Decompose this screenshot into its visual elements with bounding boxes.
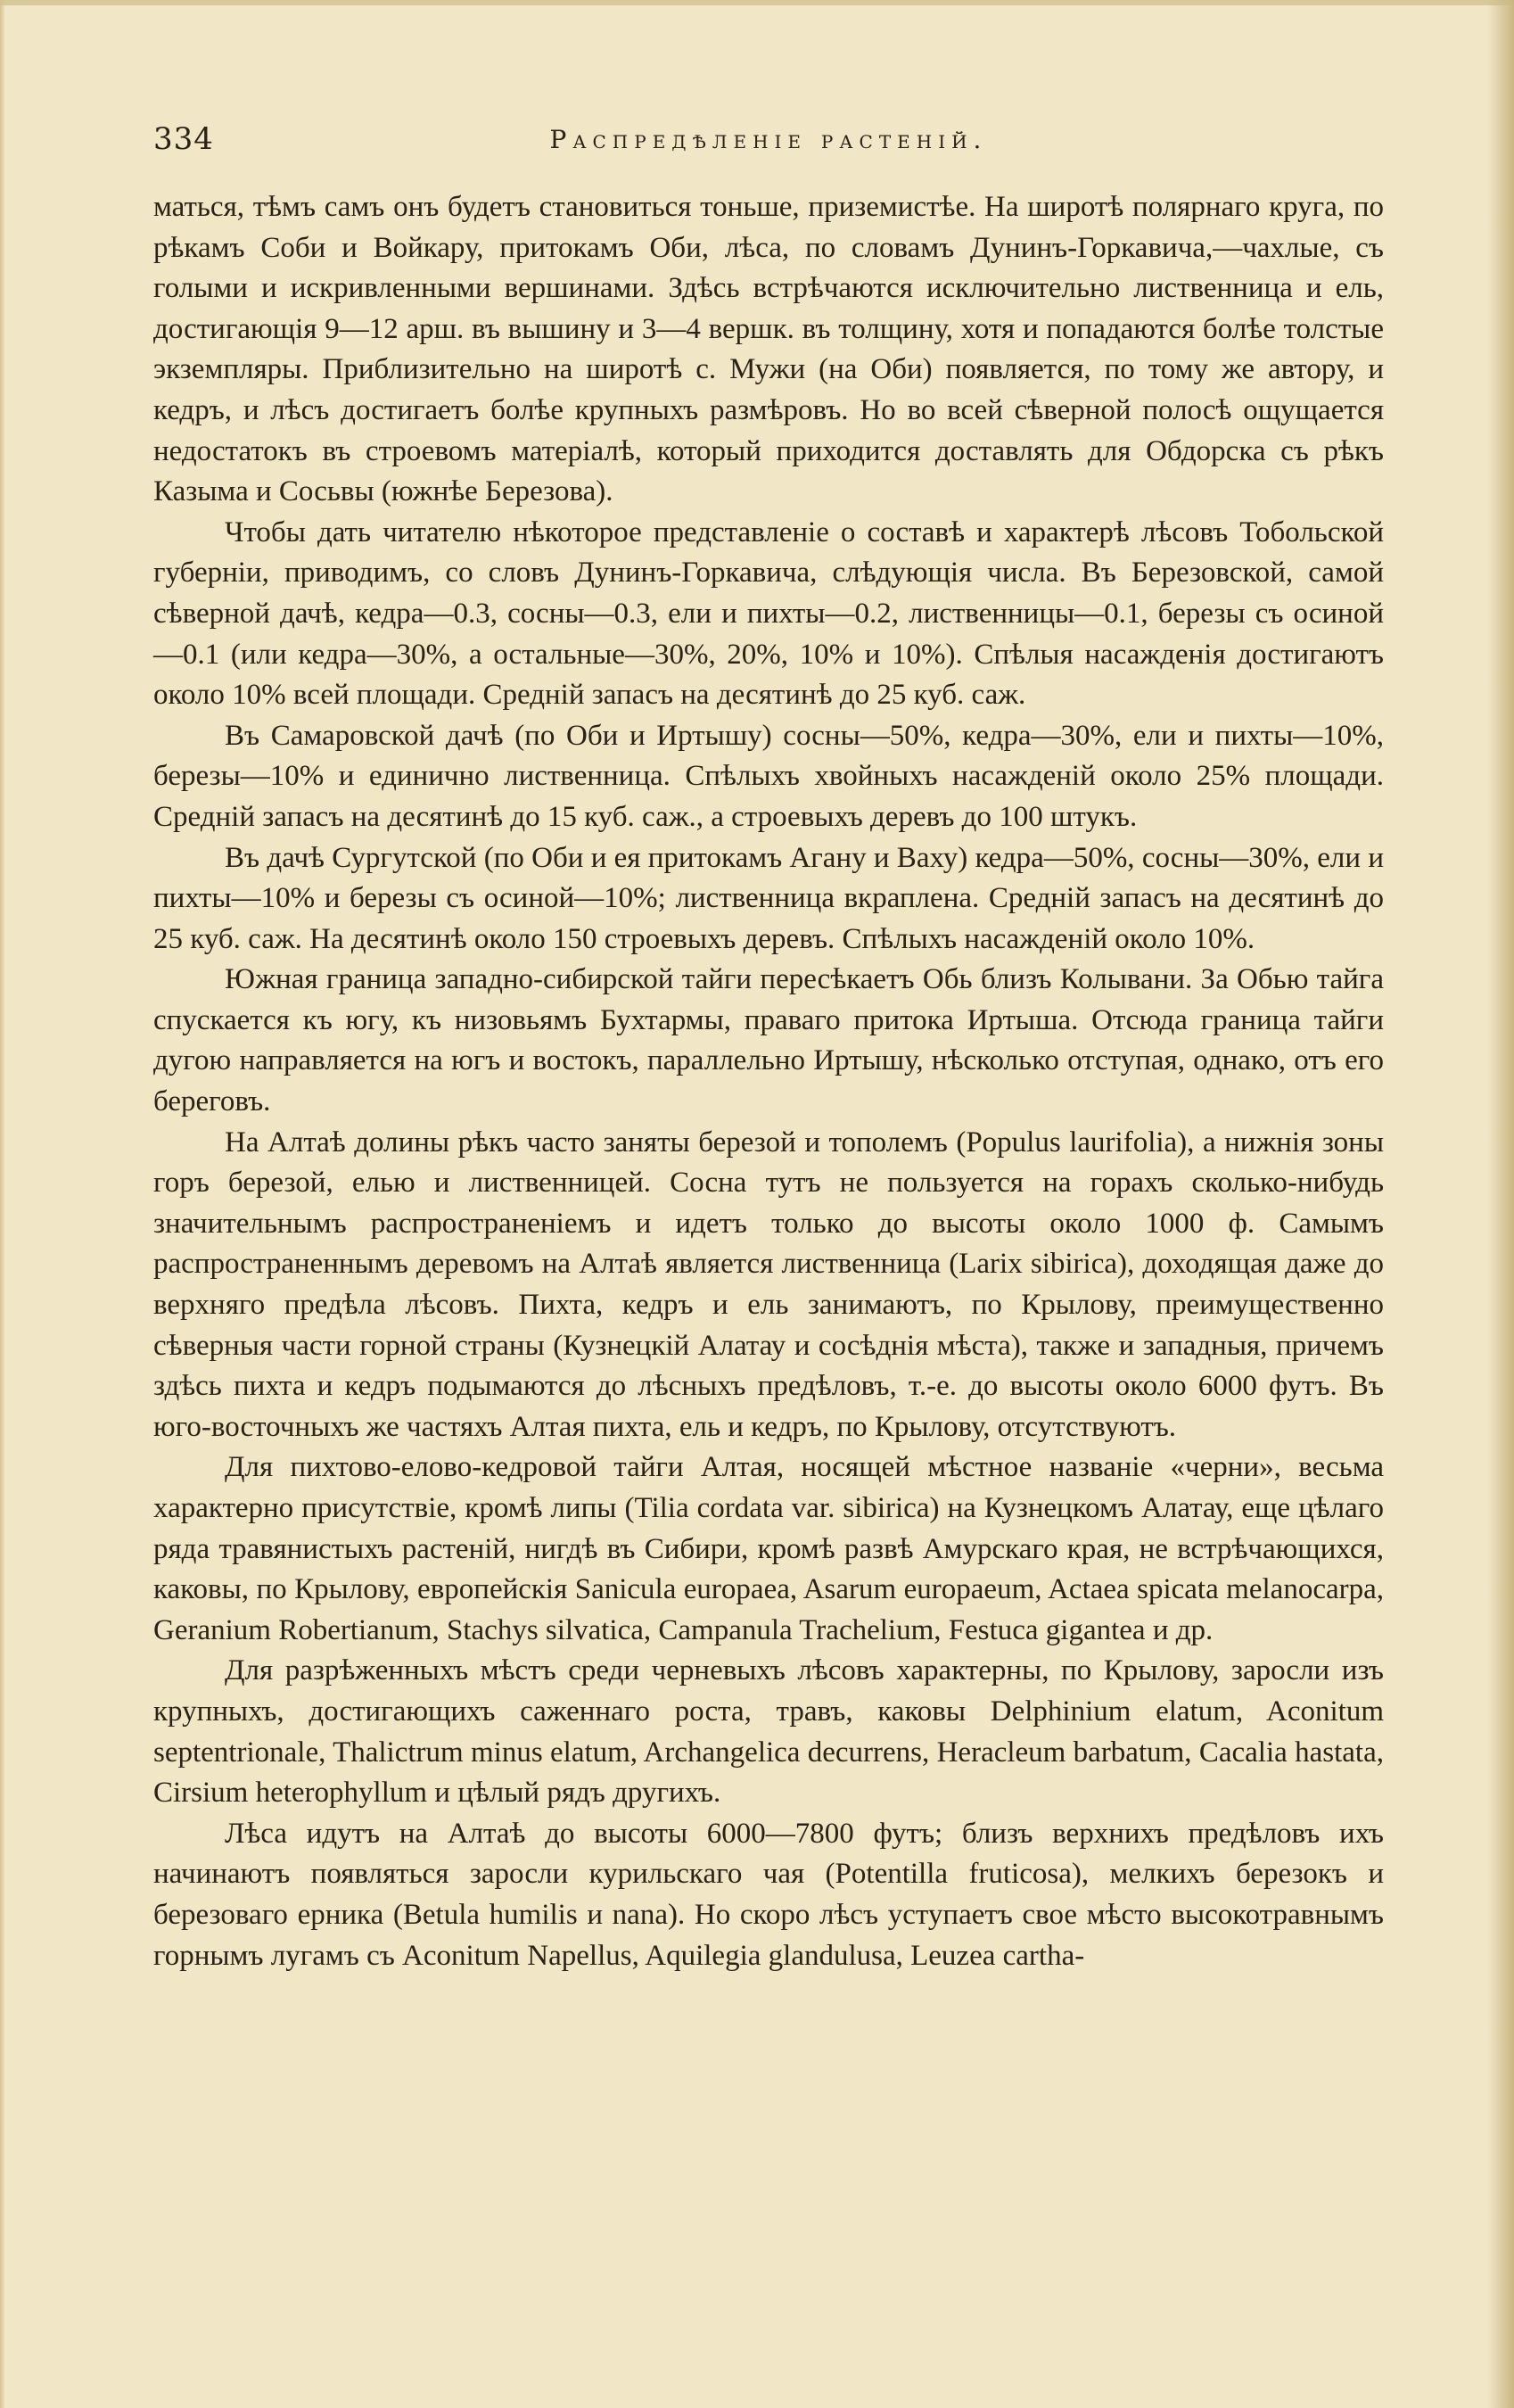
body-text (153, 187, 1384, 1976)
page-header (153, 114, 1384, 168)
paragraph: маться, тѣмъ самъ онъ будетъ становиться тоньше, приземистѣе. На широтѣ полярнаго круга, по рѣкамъ Соби и Войкару, притокамъ Оби, лѣса, по словамъ Дунинъ-Горкавича,—чахлые, съ голыми и искривленными вершинами. Здѣсь встрѣчаются исключительно лиственница и ель, достигающія 9—12 арш. въ вышину и 3—4 вершк. въ толщину, хотя и попадаются болѣе толстые экземпляры. Приблизительно на широтѣ с. Мужи (на Оби) появляется, по тому же автору, и кедръ, и лѣсъ достигаетъ болѣе крупныхъ размѣровъ. Но во всей сѣверной полосѣ ощущается недостатокъ въ строевомъ матеріалѣ, который приходится доставлять для Обдорска съ рѣкъ Казыма и Сосьвы (южнѣе Березова). (153, 191, 1384, 508)
paragraph: Для пихтово-елово-кедровой тайги Алтая, носящей мѣстное названіе «черни», весьма характерно присутствіе, кромѣ липы (Tilia cordata var. sibirica) на Кузнецкомъ Алатау, еще цѣлаго ряда травянистыхъ растеній, нигдѣ въ Сибири, кромѣ развѣ Амурскаго края, не встрѣчающихся, каковы, по Крылову, европейскія Sanicula europaea, Asarum europaeum, Actaea spicata melanocarpa, Geranium Robertianum, Stachys silvatica, Campanula Trachelium, Festuca gigantea и др. (153, 1451, 1384, 1646)
paragraph: Чтобы дать читателю нѣкоторое представленіе о составѣ и характерѣ лѣсовъ Тобольской губерніи, приводимъ, со словъ Дунинъ-Горкавича, слѣдующія числа. Въ Березовской, самой сѣверной дачѣ, кедра—0.3, сосны—0.3, ели и пихты—0.2, лиственницы—0.1, березы съ осиной—0.1 (или кедра—30%, а остальные—30%, 20%, 10% и 10%). Спѣлыя насажденія достигаютъ около 10% всей площади. Средній запасъ на десятинѣ до 25 куб. саж. (153, 515, 1384, 712)
page-edge-left (0, 0, 5, 2408)
paragraph: На Алтаѣ долины рѣкъ часто заняты березой и тополемъ (Populus laurifolia), а нижнія зоны горъ березой, елью и лиственницей. Сосна тутъ не пользуется на горахъ сколько-нибудь значительнымъ распространеніемъ и идетъ только до высоты около 1000 ф. Самымъ распространеннымъ деревомъ на Алтаѣ является лиственница (Larix sibirica), доходящая даже до верхняго предѣла лѣсовъ. Пихта, кедръ и ель занимаютъ, по Крылову, преимущественно сѣверныя части горной страны (Кузнецкій Алатау и сосѣднія мѣста), также и западныя, причемъ здѣсь пихта и кедръ подымаются до лѣсныхъ предѣловъ, т.-е. до высоты около 6000 футъ. Въ юго-восточныхъ же частяхъ Алтая пихта, ель и кедръ, по Крылову, отсутствуютъ. (153, 1126, 1384, 1443)
page-edge-top (0, 0, 1514, 5)
paragraph: Южная граница западно-сибирской тайги пересѣкаетъ Обь близъ Колывани. За Обью тайга спускается къ югу, къ низовьямъ Бухтармы, праваго притока Иртыша. Отсюда граница тайги дугою направляется на югъ и востокъ, параллельно Иртышу, нѣсколько отступая, однако, отъ его береговъ. (153, 963, 1384, 1118)
paragraph: Въ Самаровской дачѣ (по Оби и Иртышу) сосны—50%, кедра—30%, ели и пихты—10%, березы—10% и единично лиственница. Спѣлыхъ хвойныхъ насажденій около 25% площади. Средній запасъ на десятинѣ до 15 куб. саж., а строевыхъ деревъ до 100 штукъ. (153, 719, 1384, 833)
paragraph: Лѣса идутъ на Алтаѣ до высоты 6000—7800 футъ; близъ верхнихъ предѣловъ ихъ начинаютъ появляться заросли курильскаго чая (Potentilla fruticosa), мелкихъ березокъ и березоваго ерника (Betula humilis и nana). Но скоро лѣсъ уступаетъ свое мѣсто высокотравнымъ горнымъ лугамъ съ Aconitum Napellus, Aquilegia glandulusa, Leuzea cartha- (153, 1817, 1384, 1972)
page-edge-right (1487, 0, 1514, 2408)
page-number: 334 (153, 121, 214, 157)
paragraph: Въ дачѣ Сургутской (по Оби и ея притокамъ Агану и Ваху) кедра—50%, сосны—30%, ели и пихты—10% и березы съ осиной—10%; лиственница вкраплена. Средній запасъ на десятинѣ до 25 куб. саж. На десятинѣ около 150 строевыхъ деревъ. Спѣлыхъ насажденій около 10%. (153, 841, 1384, 955)
running-title: Распредѣленіе растеній. (549, 125, 988, 154)
paragraph: Для разрѣженныхъ мѣстъ среди черневыхъ лѣсовъ характерны, по Крылову, заросли изъ крупныхъ, достигающихъ саженнаго роста, травъ, каковы Delphinium elatum, Aconitum septentrionale, Thalictrum minus elatum, Archangelica decurrens, Heracleum barbatum, Cacalia hastata, Cirsium heterophyllum и цѣлый рядъ другихъ. (153, 1654, 1384, 1810)
